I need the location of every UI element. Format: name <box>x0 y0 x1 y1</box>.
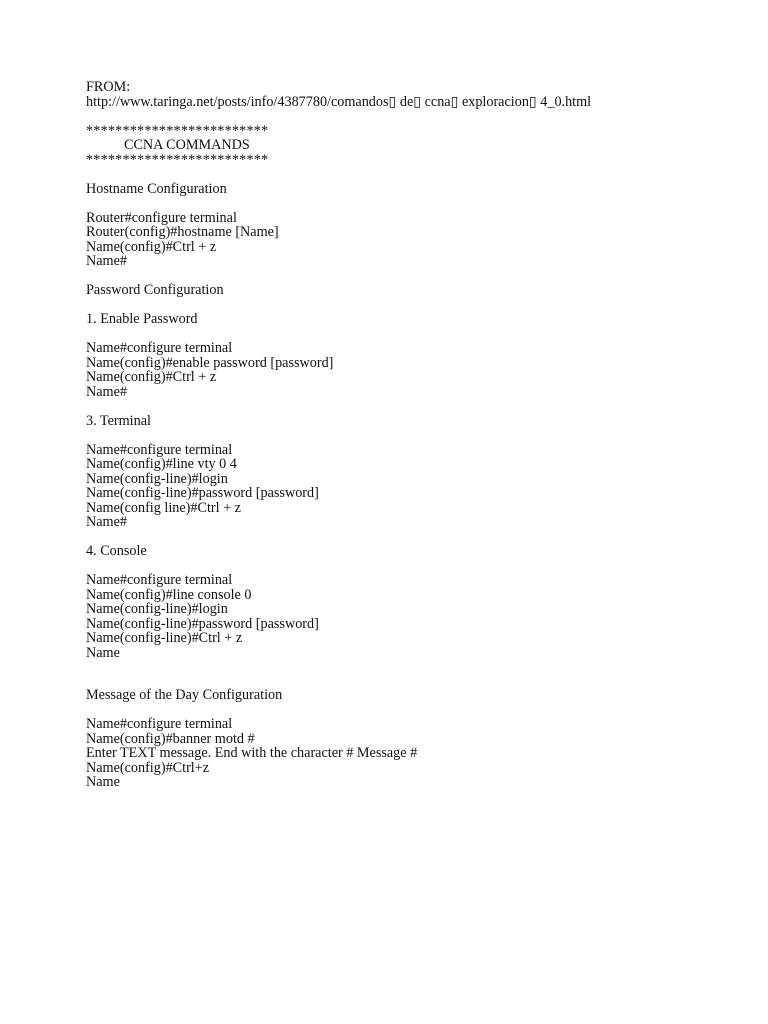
stars-divider-bottom: ************************* <box>86 151 269 168</box>
command-line: Name(config-line)#Ctrl + z <box>86 630 243 646</box>
section-heading-password: Password Configuration <box>86 282 224 298</box>
command-line: Enter TEXT message. End with the character # Message # <box>86 745 418 761</box>
command-line: Router#configure terminal <box>86 209 237 226</box>
command-line: Name(config)#line vty 0 4 <box>86 456 237 472</box>
command-line: Name#configure terminal <box>86 572 233 588</box>
command-line: Name(config)#enable password [password] <box>86 354 334 371</box>
source-url: http://www.taringa.net/posts/info/4387780/comandos▯ de▯ ccna▯ exploracion▯ 4_0.html <box>86 93 592 110</box>
command-line: Name(config-line)#password [password] <box>86 485 319 501</box>
command-line: Name <box>86 774 120 790</box>
subheading-console: 4. Console <box>86 543 147 559</box>
stars-divider-top: ************************* <box>86 122 269 139</box>
section-heading-hostname: Hostname Configuration <box>86 180 227 197</box>
command-line: Name(config)#banner motd # <box>86 730 255 747</box>
document-title: CCNA COMMANDS <box>124 137 250 153</box>
from-label: FROM: <box>86 79 131 95</box>
command-line: Router(config)#hostname [Name] <box>86 224 279 240</box>
command-line: Name#configure terminal <box>86 441 233 458</box>
document-page <box>86 80 726 790</box>
subheading-terminal: 3. Terminal <box>86 412 151 429</box>
command-line: Name(config-line)#login <box>86 601 228 617</box>
command-line: Name(config-line)#login <box>86 470 228 487</box>
command-line: Name <box>86 644 120 661</box>
command-line: Name# <box>86 253 127 269</box>
command-line: Name# <box>86 383 127 400</box>
command-line: Name# <box>86 514 127 530</box>
command-line: Name(config)#Ctrl+z <box>86 759 210 776</box>
command-line: Name(config line)#Ctrl + z <box>86 499 241 516</box>
subheading-enable-password: 1. Enable Password <box>86 311 198 327</box>
section-heading-motd: Message of the Day Configuration <box>86 687 283 703</box>
command-line: Name#configure terminal <box>86 340 233 356</box>
command-line: Name(config-line)#password [password] <box>86 615 319 632</box>
command-line: Name(config)#Ctrl + z <box>86 238 217 255</box>
command-line: Name(config)#line console 0 <box>86 586 252 603</box>
command-line: Name#configure terminal <box>86 716 233 732</box>
command-line: Name(config)#Ctrl + z <box>86 369 217 385</box>
